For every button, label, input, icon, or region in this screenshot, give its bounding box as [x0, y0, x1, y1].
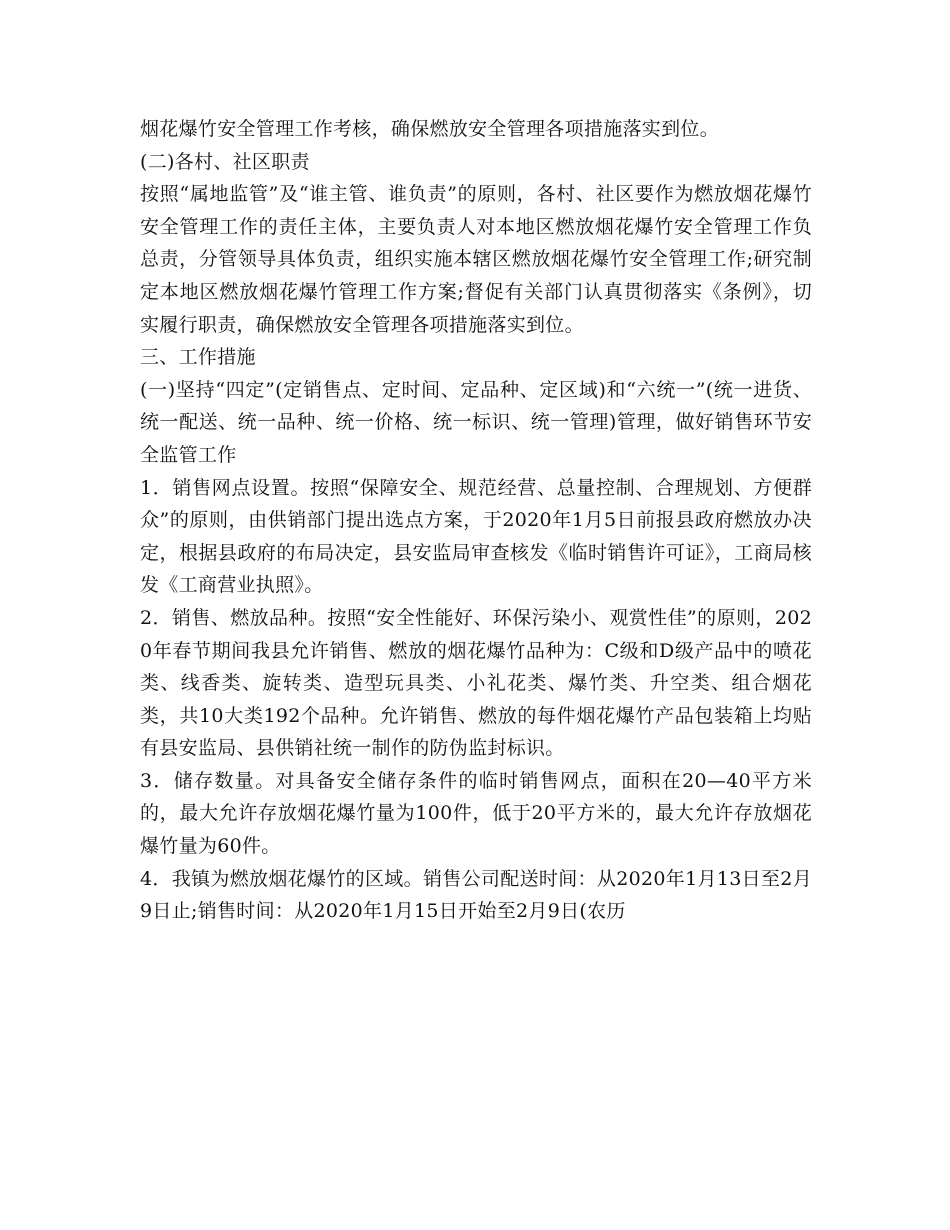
- subsection-heading-four-six: (一)坚持“四定”(定销售点、定时间、定品种、定区域)和“六统一”(统一进货、统一配送、统一品种、统一价格、统一标识、统一管理)管理，做好销售环节安全监管工作: [140, 378, 812, 466]
- paragraph-1: 烟花爆竹安全管理工作考核，确保燃放安全管理各项措施落实到位。: [140, 118, 720, 140]
- paragraph-village-duties: 按照“属地监管”及“谁主管、谁负责”的原则，各村、社区要作为燃放烟花爆竹安全管理工作的责任主体，主要负责人对本地区燃放烟花爆竹安全管理工作负总责，分管领导具体负责，组织实施本辖区燃放烟花爆竹安全管理工作;研究制定本地区燃放烟花爆竹管理工作方案;督促有关部门认真贯彻落实《条例》，切实履行职责，确保燃放安全管理各项措施落实到位。: [140, 183, 812, 336]
- list-item-1-sales-outlets: 1．销售网点设置。按照“保障安全、规范经营、总量控制、合理规划、方便群众”的原则，由供销部门提出选点方案，于2020年1月5日前报县政府燃放办决定，根据县政府的布局决定，县安监局审查核发《临时销售许可证》，工商局核发《工商营业执照》。: [140, 476, 812, 597]
- list-item-3-storage: 3．储存数量。对具备安全储存条件的临时销售网点，面积在20—40平方米的，最大允许存放烟花爆竹量为100件，低于20平方米的，最大允许存放烟花爆竹量为60件。: [140, 769, 812, 858]
- list-item-2-varieties: 2．销售、燃放品种。按照“安全性能好、环保污染小、观赏性佳”的原则，2020年春节期间我县允许销售、燃放的烟花爆竹品种为：C级和D级产品中的喷花类、线香类、旋转类、造型玩具类、小礼花类、爆竹类、升空类、组合烟花类，共10大类192个品种。允许销售、燃放的每件烟花爆竹产品包装箱上均贴有县安监局、县供销社统一制作的防伪监封标识。: [140, 606, 812, 760]
- section-heading-work-measures: 三、工作措施: [140, 346, 256, 369]
- document-page: [140, 113, 812, 928]
- list-item-4-area: 4．我镇为燃放烟花爆竹的区域。销售公司配送时间：从2020年1月13日至2月9日止;销售时间：从2020年1月15日开始至2月9日(农历: [140, 867, 812, 923]
- section-heading-village-duties: (二)各村、社区职责: [140, 150, 310, 173]
